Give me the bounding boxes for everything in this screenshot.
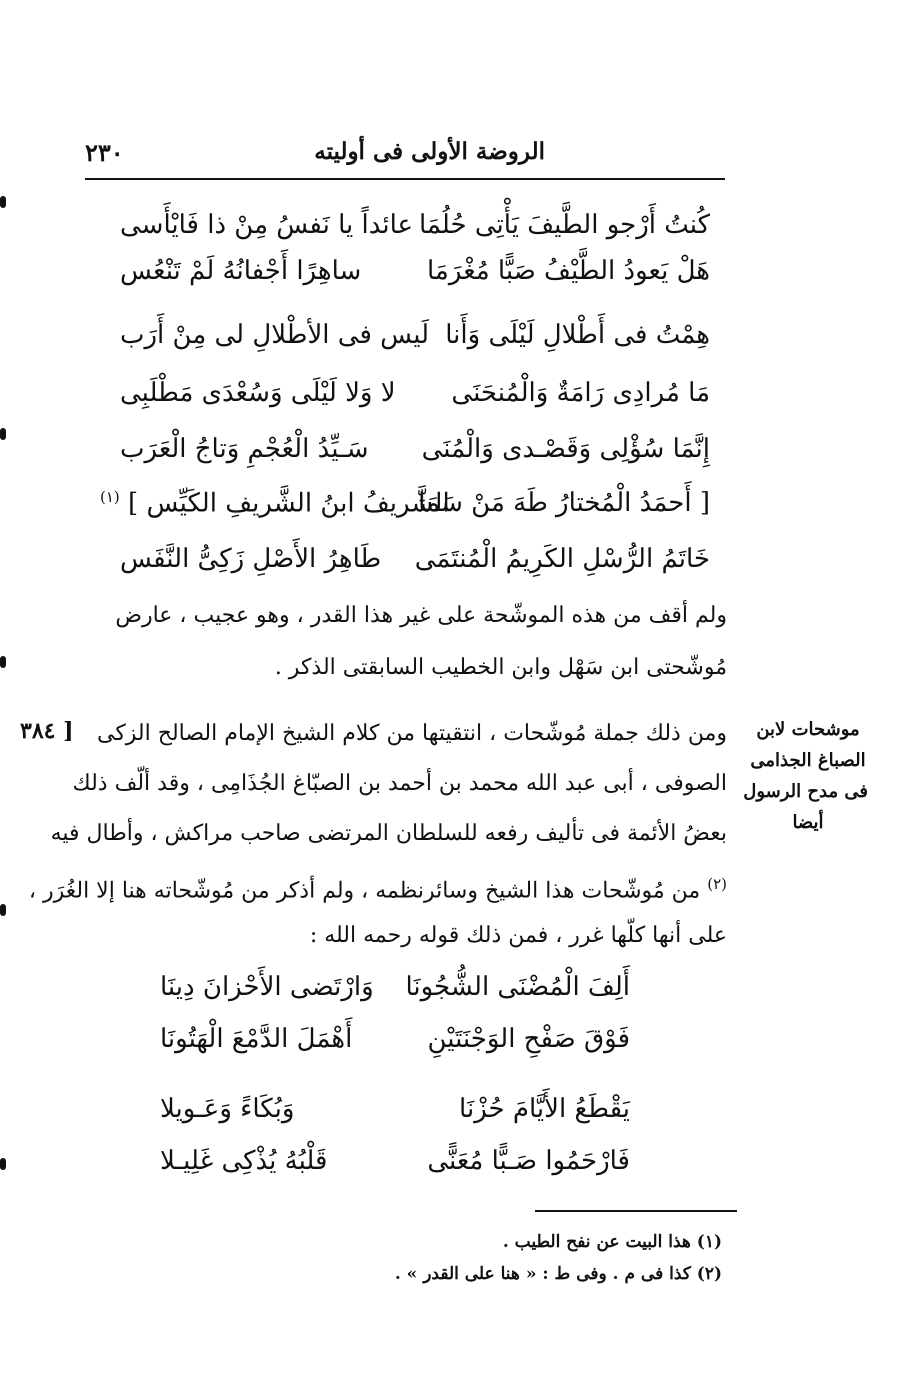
prose-line: الصوفى ، أبى عبد الله محمد بن أحمد بن الصبّاغ الجُذَامِى ، وقد ألّف ذلك [72,771,727,796]
footnote-marker: (٢) [707,875,727,893]
poem-line [120,256,710,302]
running-title: الروضة الأولى فى أوليته [314,138,545,165]
margin-note-line: الصباغ الجذامى [750,750,866,771]
hemistich-right: هِمْتُ فى أَطْلالِ لَيْلَى وَأَنا [445,320,710,350]
hemistich-right: مَا مُرادِى رَامَةٌ وَالْمُنحَنَى [451,378,710,408]
poem-line [120,210,710,256]
hemistich-right: كُنتُ أَرْجو الطَّيفَ يَأْتِى حُلُمَا [418,210,710,240]
page-header [85,138,725,174]
header-rule [85,178,725,180]
poem-line [160,972,630,1018]
hemistich-left: الشَّريفُ ابنُ الشَّريفِ الكَيِّس ] [128,488,450,519]
hemistich-left: طَاهِرُ الأَصْلِ زَكِىُّ النَّفَس [120,544,382,574]
poem-line [120,544,710,590]
prose-line: ومن ذلك جملة مُوشّحات ، انتقيتها من كلام الشيخ الإمام الصالح الزكى [96,721,727,746]
prose-line: بعضُ الأئمة فى تأليف رفعه للسلطان المرتضى صاحب مراكش ، وأطال فيه [50,821,727,846]
footnote-rule [535,1210,737,1212]
hemistich-right: [ أَحمَدُ الْمُختارُ طَهَ مَنْ سَمَا [418,488,710,518]
scan-speck [0,196,6,208]
prose-text: من مُوشّحات هذا الشيخ وسائرنظمه ، ولم أذكر من مُوشّحاته هنا إلا الغُرَر ، [28,878,701,904]
prose-line-with-footnote [29,858,727,917]
hemistich-right: يَقْطَعُ الأَيَّامَ حُزْنَا [459,1094,630,1124]
footnote-marker: (١) [100,488,120,506]
scan-speck [0,428,6,440]
hemistich-right: إِنَّمَا سُؤْلِى وَقَصْـدى وَالْمُنَى [421,434,710,464]
hemistich-left: سَـيِّدُ الْعُجْمِ وَتاجُ الْعَرَب [120,434,369,464]
poem-line [100,488,710,534]
margin-note-line: أيضا [792,812,824,833]
margin-note [743,714,868,838]
prose-line: على أنها كلّها غرر ، فمن ذلك قوله رحمه الله : [309,923,727,948]
hemistich-right: أَلِفَ الْمُضْنَى الشُّجُونَا [405,972,630,1002]
hemistich-left: وَبُكَاءً وَعَـويلا [160,1094,295,1124]
prose-line: ولم أقف من هذه الموشّحة على غير هذا القدر ، وهو عجيب ، عارض [115,603,727,628]
poem-line [160,1146,630,1192]
scan-speck [0,904,6,916]
hemistich-left: لَيس فى الأطْلالِ لى مِنْ أَرَب [120,320,430,350]
margin-page-reference: [ ٣٨٤ [20,718,74,744]
hemistich-right: خَاتَمُ الرُّسْلِ الكَرِيمُ الْمُنتَمَى [414,544,710,574]
hemistich-left: عائداً يا نَفسُ مِنْ ذا فَايْأَسى [120,210,414,240]
hemistich-left: ساهِرًا أَجْفانُهُ لَمْ تَنْعُس [120,256,362,286]
scan-speck [0,1158,6,1170]
poem-line [160,1024,630,1070]
margin-note-line: فى مدح الرسول [743,781,868,802]
prose-line: مُوشّحتى ابن سَهْل وابن الخطيب السابقتى الذكر . [274,655,727,680]
hemistich-left: أَهْمَلَ الدَّمْعَ الْهَتُونَا [160,1024,353,1054]
scan-speck [0,656,6,668]
poem-line [120,434,710,480]
hemistich-right: فَارْحَمُوا صَـبًّا مُعَنًّى [427,1146,630,1176]
hemistich-left-with-footnote [100,488,450,519]
poem-line [160,1094,630,1140]
footnote: (١) هذا البيت عن نفح الطيب . [502,1232,722,1252]
page-number: ٢٣٠ [85,138,124,167]
hemistich-left: وَارْتَضى الأَحْزانَ دِينَا [160,972,374,1002]
hemistich-left: لا وَلا لَيْلَى وَسُعْدَى مَطْلَبِى [120,378,396,408]
poem-line [120,320,710,366]
hemistich-right: فَوْقَ صَفْحِ الوَجْنَتَيْنِ [427,1024,630,1054]
hemistich-left: قَلْبُهُ يُذْكِى غَلِيـلا [160,1146,328,1176]
hemistich-right: هَلْ يَعودُ الطَّيْفُ صَبًّا مُغْرَمَا [427,256,710,286]
margin-note-line: موشحات لابن [756,719,860,740]
footnote: (٢) كذا فى م . وفى ط : « هنا على القدر » . [394,1264,722,1284]
poem-line [120,378,710,424]
